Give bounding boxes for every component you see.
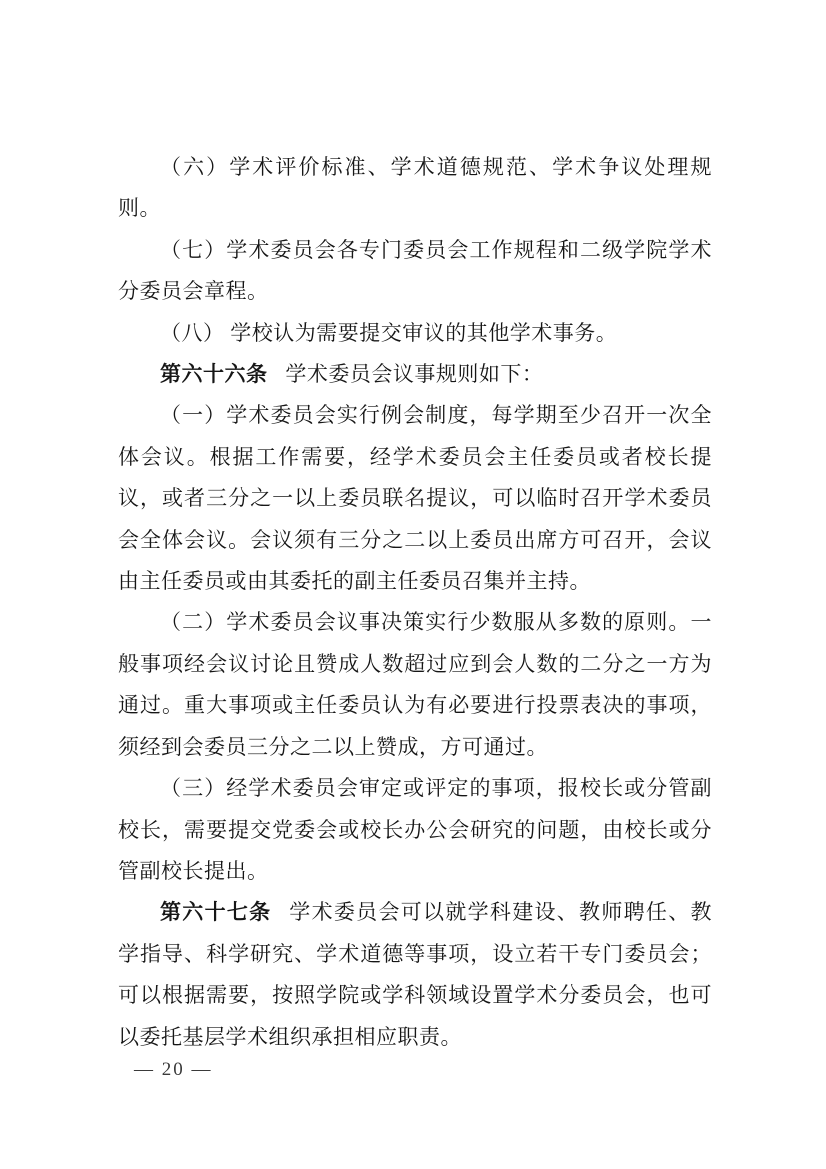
article-66-item-2: （二）学术委员会议事决策实行少数服从多数的原则。一般事项经会议讨论且赞成人数超过应到会人数的二分之一方为通过。重大事项或主任委员认为有必要进行投票表决的事项，须经到会委员三分之二以上赞成，方可通过。 [118, 610, 712, 759]
clause-item-6: （六）学术评价标准、学术道德规范、学术争议处理规则。 [118, 155, 712, 221]
article-67-paragraph [118, 892, 712, 1058]
page-number-footer: — 20 — [134, 1059, 213, 1080]
article-66-intro: 学术委员会议事规则如下： [285, 362, 544, 387]
clause-item-8: （八） 学校认为需要提交审议的其他学术事务。 [160, 320, 618, 345]
article-66-item-1: （一）学术委员会实行例会制度，每学期至少召开一次全体会议。根据工作需要，经学术委员会主任委员或者校长提议，或者三分之一以上委员联名提议，可以临时召开学术委员会全体会议。会议须有三分之二以上委员出席方可召开，会议由主任委员或由其委托的副主任委员召集并主持。 [118, 403, 712, 594]
article-66-number: 第六十六条 [160, 363, 268, 387]
article-66-paragraph [118, 354, 712, 395]
clause-item-7: （七）学术委员会各专门委员会工作规程和二级学院学术分委员会章程。 [118, 237, 712, 304]
document-body [118, 147, 712, 1058]
article-67-body: 学术委员会可以就学科建设、教师聘任、教学指导、科学研究、学术道德等事项，设立若干专门委员会；可以根据需要，按照学院或学科领域设置学术分委员会，也可以委托基层学术组织承担相应职责。 [118, 900, 713, 1049]
article-66-item-3: （三）经学术委员会审定或评定的事项，报校长或分管副校长，需要提交党委会或校长办公会研究的问题，由校长或分管副校长提出。 [118, 776, 712, 883]
article-67-number: 第六十七条 [160, 901, 272, 925]
